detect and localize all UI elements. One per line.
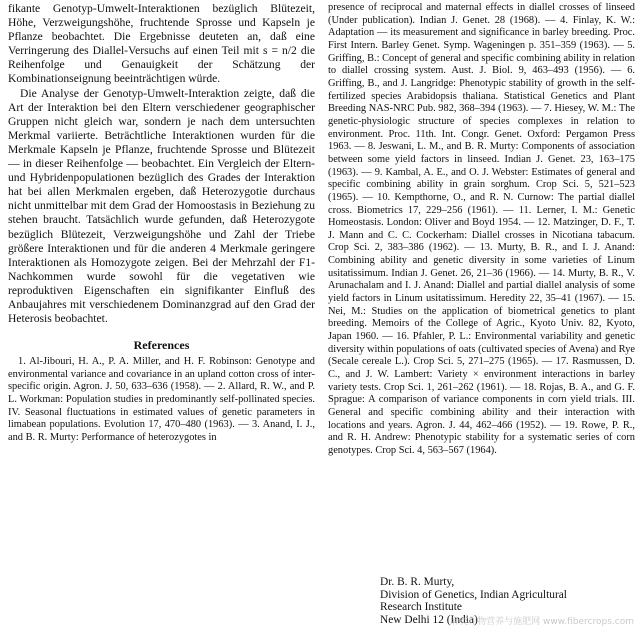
references-heading: References — [133, 338, 190, 353]
body-paragraph-1: fikante Genotyp-Umwelt-Interaktionen bezüglich Blütezeit, Höhe, Verzweigungshöhe, fruchtende Sprosse und Kapseln je Pflanze beobachtet. Die Ergebnisse deuteten an, daß eine Verringerung des Diallel-Versuchs auf einen Teil mit s = n/2 die Reihenfolge und Genauigkeit der Schätzung der Kombinationseignung beeinträchtigen würde. — [8, 2, 315, 86]
left-column — [8, 2, 315, 444]
right-column — [328, 2, 635, 458]
address-line-3: New Delhi 12 (India) — [380, 613, 478, 626]
body-paragraph-2: Die Analyse der Genotyp-Umwelt-Interaktion zeigte, daß die Art der Interaktion bei den Eltern verschiedener geographischer Gruppen nicht gleich war, sondern je nach dem untersuchten Merkmal variierte. Beträchtliche Interaktionen wurden für die Merkmale Kapseln je Pflanze, fruchtende Sprosse und Blütezeit — in dieser Reihenfolge — beobachtet. Ein Vergleich der Eltern- und Hybridenpopulationen bezüglich des Grades der Interaktion hat bei allen Merkmalen ergeben, daß Heterozygotie durchaus nicht unmittelbar mit dem Grad der Homoostasis in Beziehung zu stehen braucht. Tatsächlich wurde gefunden, daß Heterozygote bezüglich Blütezeit, Verzweigungshöhe und Zahl der Triebe größere Interaktionen und für die anderen 4 Merkmale geringere Interaktionen als Homozygote zeigen. Bei der Mehrzahl der F1-Nachkommen wurde sowohl für die vegetativen wie reproduktiven Eigenschaften ein signifikanter Einfluß des Anbaujahres mit verschiedenem Dominanzgrad auf den Grad der Heterosis beobachtet. — [8, 86, 315, 326]
watermark: 麻类作物营养与施肥网 www.fibercrops.com — [450, 617, 634, 627]
author-name: Dr. B. R. Murty, — [380, 576, 455, 588]
address-line-2: Research Institute — [380, 601, 462, 614]
address-line-1: Division of Genetics, Indian Agricultural — [380, 588, 567, 601]
references-left: 1. Al-Jibouri, H. A., P. A. Miller, and H. F. Robinson: Genotype and environmental variance and covariance in an upland cotton cross of inter-specific origin. Agron. J. 50, 633–636 (1958). — 2. Allard, R. W., and P. L. Workman: Population studies in predominantly self-pollinated species. IV. Seasonal fluctuations in estimated values of genetic parameters in limabean populations. Evolution 17, 470–480 (1963). — 3. Anand, I. J., and B. R. Murty: Performance of heterozygotes in — [8, 356, 315, 443]
references-right: presence of reciprocal and maternal effects in diallel crosses of linseed (Under publication). Indian J. Genet. 28 (1968). — 4. Finlay, K. W.: Adaptation — its measurement and significance in barley breeding. Proc. First Intern. Barley Genet. Symp. Wageningen p. 351–359 (1963). — 5. Griffing, B.: Concept of general and specific combining ability in relation to diallel crossing system. Aust. J. Biol. 9, 463–493 (1956). — 6. Griffing, B., and J. Langridge: Phenotypic stability of growth in the self-fertilized species Arabidopsis thaliana. Statistical Genetics and Plant Breeding NAS-NRC Pub. 982, 368–394 (1963). — 7. Hiesey, W. M.: The genetic-physiologic structure of species complexes in relation to environment. Proc. 11th. Int. Congr. Genet. Oxford: Pergamon Press 1963. — 8. Jeswani, L. M., and B. R. Murty: Components of association between some yield factors in linseed. Indian J. Genet. 23, 163–175 (1963). — 9. Kambal, A. E., and O. J. Webster: Estimates of general and specific combining ability in grain sorghum. Crop Sci. 5, 521–523 (1965). — 10. Kempthorne, O., and R. N. Curnow: The partial diallel cross. Biometrics 17, 229–256 (1961). — 11. Lerner, I. M.: Genetic Homeostasis. London: Oliver and Boyd 1954. — 12. Matzinger, D. F., T. J. Mann and C. C. Cockerham: Diallel crosses in Nicotiana tabacum. Crop Sci. 2, 383–386 (1962). — 13. Murty, B. R., and I. J. Anand: Combining ability and genetic diversity in some varieties of Linum usitatissimum. Indian J. Genet. 26, 21–36 (1966). — 14. Murty, B. R., V. Arunachalam and I. J. Anand: Diallel and partial diallel analysis of some yield factors in Linum usitatissimum. Heredity 22, 35–41 (1967). — 15. Nei, M.: Studies on the application of biometrical genetics to plant breeding. Memoirs of the College of Agric., Kyoto Univ. 82, Kyoto, Japan 1960. — 16. Pfahler, P. L.: Environmental variability and genetic diversity within populations of oats (cultivated species of Avena) and Rye (Secale cereale L.). Crop Sci. 5, 271–275 (1965). — 17. Rasmussen, D. C., and J. W. Lambert: Variety × environment interactions in barley variety tests. Crop Sci. 1, 261–262 (1961). — 18. Rojas, B. A., and G. F. Sprague: A comparison of variance components in corn yield trials. III. General and specific combining ability and their interaction with locations and years. Agron. J. 44, 462–466 (1952). — 19. Rowe, P. R., and R. H. Andrew: Phenotypic stability for a systematic series of corn genotypes. Crop Sci. 4, 563–567 (1964). — [328, 2, 635, 456]
